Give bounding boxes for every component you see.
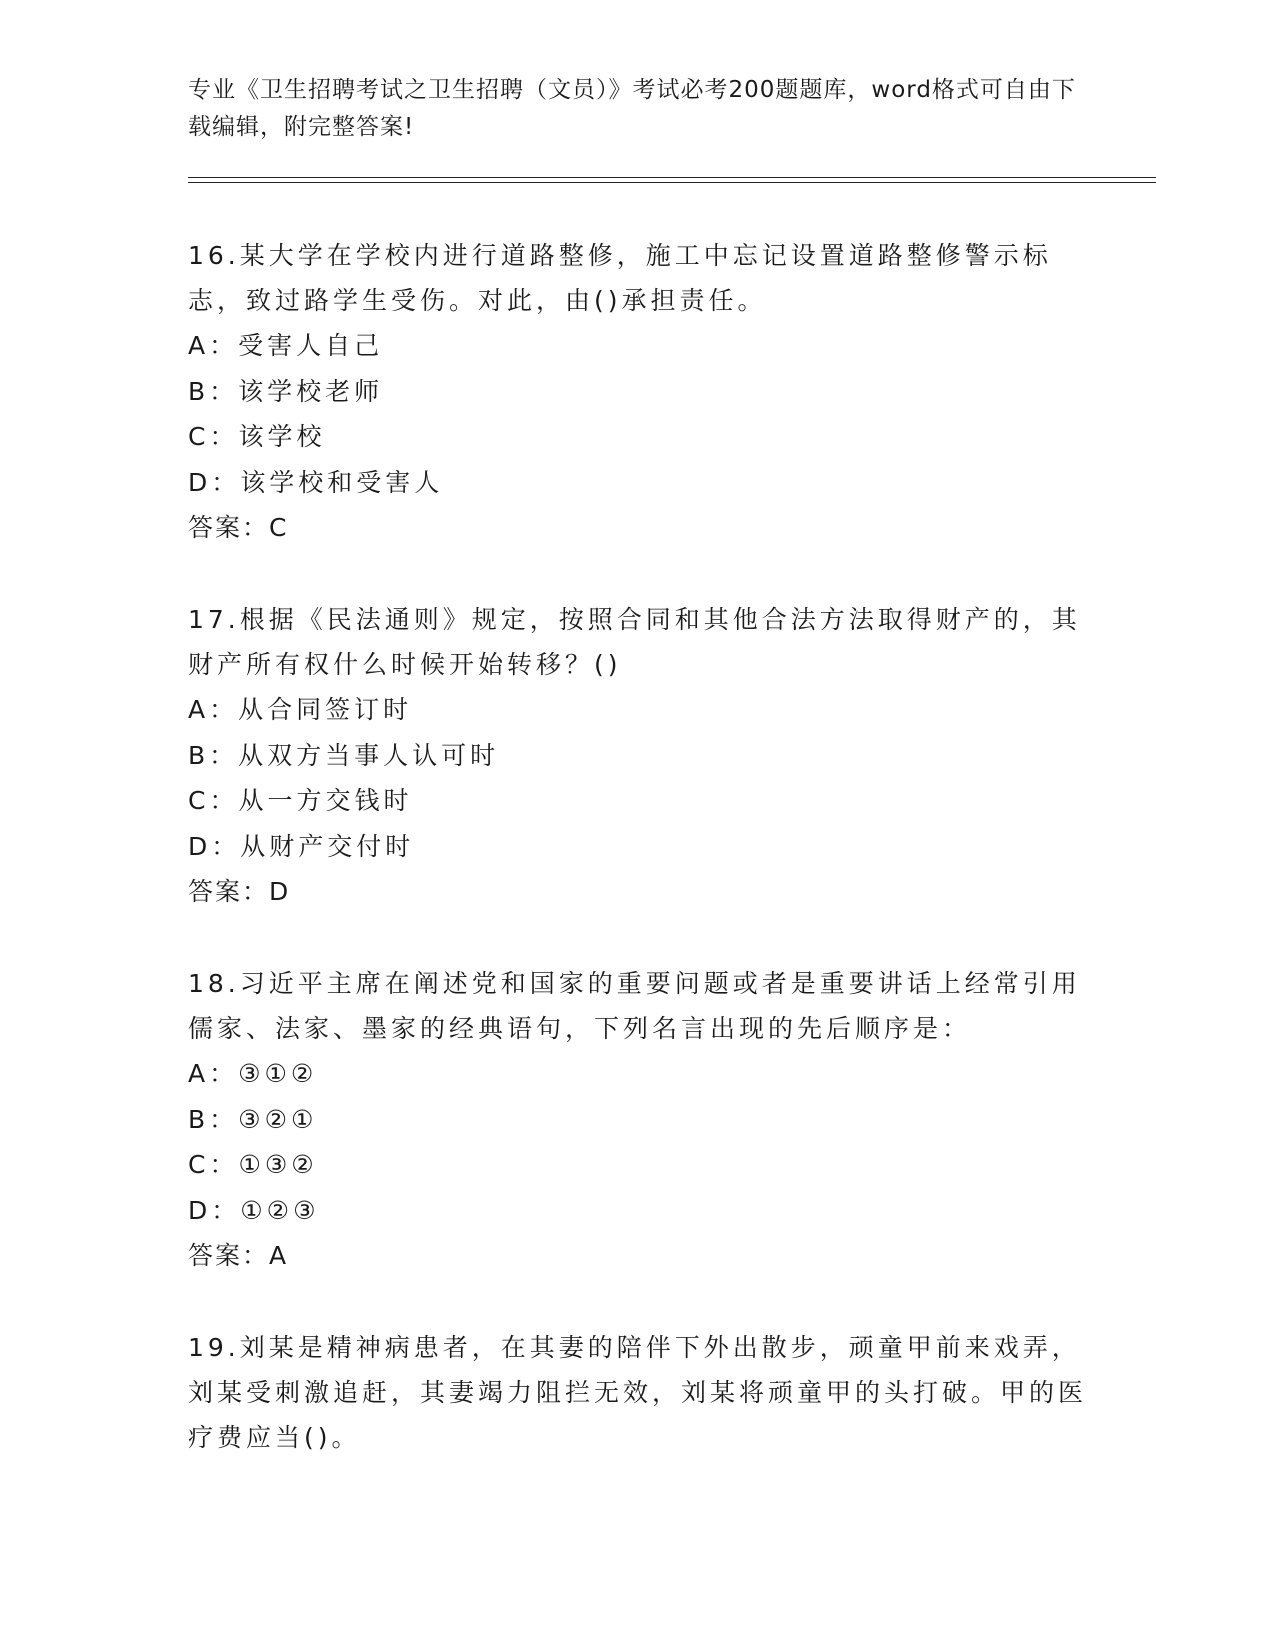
answer-line: 答案：C — [188, 513, 289, 542]
option-c: C：该学校 — [188, 422, 326, 451]
question-stem: 19.刘某是精神病患者，在其妻的陪伴下外出散步，顽童甲前来戏弄，刘某受刺激追赶，其妻竭力阻拦无效，刘某将顽童甲的头打破。甲的医疗费应当()。 — [188, 1333, 1088, 1452]
option-d: D：该学校和受害人 — [188, 467, 444, 497]
option-a: A：从合同签订时 — [188, 695, 413, 724]
option-b: B：③②① — [188, 1104, 318, 1134]
document-header: 专业《卫生招聘考试之卫生招聘（文员）》考试必考200题题库，word格式可自由下载编辑，附完整答案! — [188, 77, 1076, 140]
option-c: C：①③② — [188, 1150, 318, 1179]
answer-line: 答案：D — [188, 877, 291, 906]
answer-line: 答案：A — [188, 1241, 289, 1270]
question-stem: 16.某大学在学校内进行道路整修，施工中忘记设置道路整修警示标志，致过路学生受伤。对此，由()承担责任。 — [188, 241, 1052, 315]
header-divider-top — [188, 177, 1156, 178]
question-19 — [188, 1325, 1088, 1460]
option-a: A：③①② — [188, 1059, 318, 1088]
question-18 — [188, 961, 1088, 1278]
question-stem: 18.习近平主席在阐述党和国家的重要问题或者是重要讲话上经常引用儒家、法家、墨家的经典语句，下列名言出现的先后顺序是： — [188, 969, 1081, 1043]
question-stem: 17.根据《民法通则》规定，按照合同和其他合法方法取得财产的，其财产所有权什么时候开始转移？() — [188, 605, 1081, 679]
option-d: D：从财产交付时 — [188, 831, 415, 861]
option-b: B：该学校老师 — [188, 376, 384, 406]
option-d: D：①②③ — [188, 1195, 320, 1225]
header-divider-bottom — [188, 182, 1156, 183]
option-b: B：从双方当事人认可时 — [188, 740, 500, 770]
question-17 — [188, 597, 1088, 914]
option-c: C：从一方交钱时 — [188, 786, 413, 815]
question-16 — [188, 233, 1088, 550]
option-a: A：受害人自己 — [188, 331, 384, 360]
